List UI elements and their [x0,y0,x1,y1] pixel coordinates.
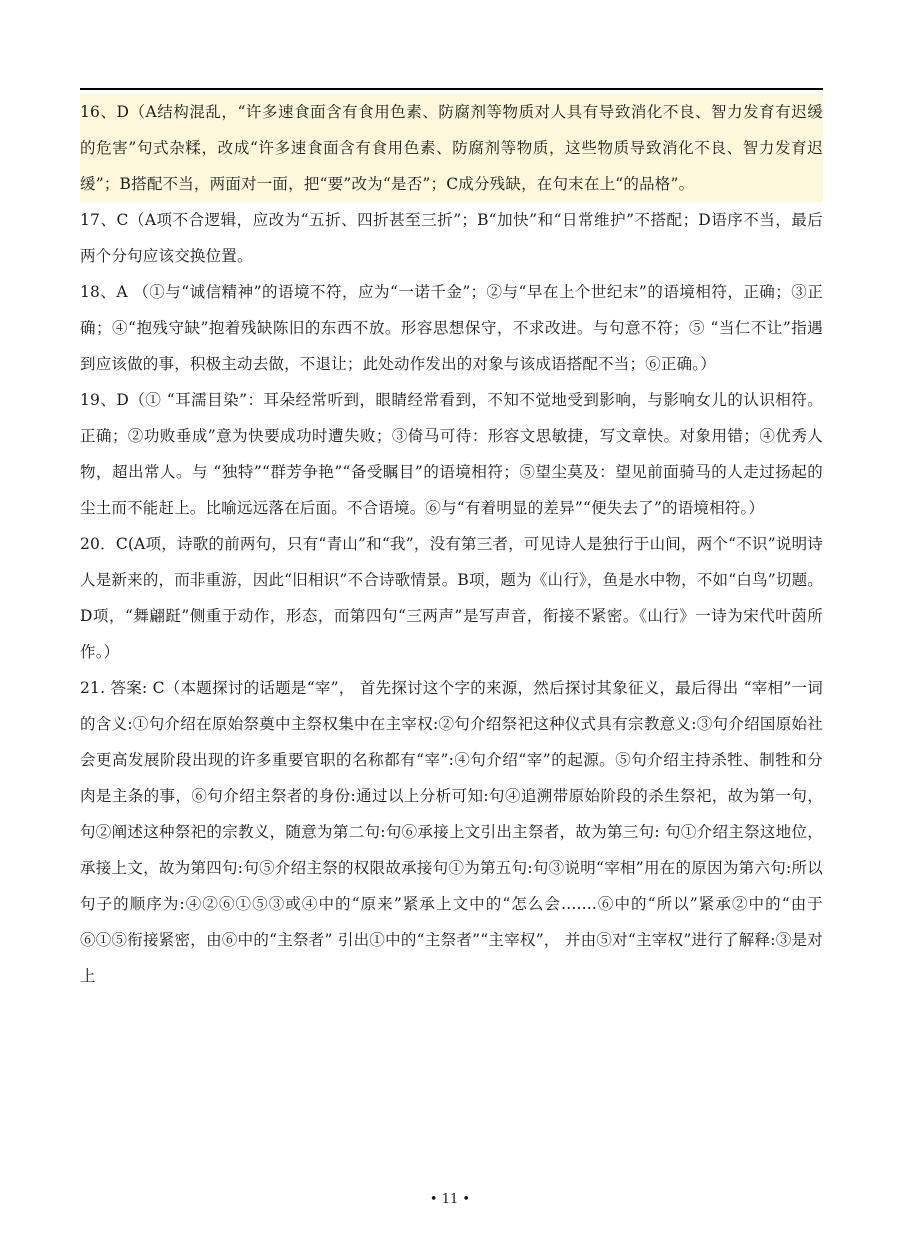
answer-19: 19、D（① “耳濡目染”：耳朵经常听到，眼睛经常看到，不知不觉地受到影响，与影响女儿的认识相符。正确；②功败垂成”意为快要成功时遭失败；③倚马可待：形容文思敏捷，写文章快。对象用错；④优秀人物，超出常人。与 “独特”“群芳争艳”“备受瞩目”的语境相符；⑤望尘莫及：望见前面骑马的人走过扬起的尘土而不能赶上。比喻远远落在后面。不合语境。⑥与“有着明显的差异”“便失去了”的语境相符。） [80,391,823,517]
answer-explanations [80,94,823,994]
page-number: • 11 • [429,1192,471,1207]
top-rule [80,88,823,90]
answer-17: 17、C（A项不合逻辑，应改为“五折、四折甚至三折”；B“加快”和“日常维护”不搭配；D语序不当，最后两个分句应该交换位置。 [80,211,823,265]
answer-18: 18、A （①与“诚信精神”的语境不符，应为“一诺千金”；②与“早在上个世纪末”的语境相符，正确；③正确；④“抱残守缺”抱着残缺陈旧的东西不放。形容思想保守，不求改进。与句意不符；⑤ “当仁不让”指遇到应该做的事，积极主动去做，不退让；此处动作发出的对象与该成语搭配不当；⑥正确。） [80,283,823,373]
answer-21: 21. 答案: C（本题探讨的话题是“宰”， 首先探讨这个字的来源，然后探讨其象征义，最后得出 “宰相”一词的含义:①句介绍在原始祭奠中主祭权集中在主宰权:②句介绍祭祀这种仪式具有宗教意义:③句介绍国原始社会更高发展阶段出现的许多重要官职的名称都有“宰”:④句介绍“宰”的起源。⑤句介绍主持杀牲、制牲和分肉是主条的事，⑥句介绍主祭者的身份:通过以上分析可知:句④追溯带原始阶段的杀生祭祀，故为第一句，句②阐述这种祭祀的宗教义，随意为第二句:句⑥承接上文引出主祭者，故为第三句: 句①介绍主祭这地位，承接上文，故为第四句:句⑤介绍主祭的权限故承接句①为第五句:句③说明“宰相”用在的原因为第六句:所以句子的顺序为:④②⑥①⑤③或④中的“原来”紧承上文中的“怎么会.......⑥中的“所以”紧承②中的“由于⑥①⑤衔接紧密，由⑥中的“主祭者” 引出①中的“主祭者”“主宰权”， 并由⑤对“主宰权”进行了解释:③是对上 [80,679,823,985]
answer-16: 16、D（A结构混乱，“许多速食面含有食用色素、防腐剂等物质对人具有导致消化不良、智力发育有迟缓的危害”句式杂糅，改成“许多速食面含有食用色素、防腐剂等物质，这些物质导致消化不良、智力发育迟缓”；B搭配不当，两面对一面，把“要”改为“是否”；C成分残缺，在句末在上“的品格”。 [80,94,823,202]
answer-20: 20．C(A项，诗歌的前两句，只有“青山”和“我”，没有第三者，可见诗人是独行于山间，两个“不识”说明诗人是新来的，而非重游，因此“旧相识”不合诗歌情景。B项，题为《山行》，鱼是水中物，不如“白鸟”切题。D项，“舞翩跹”侧重于动作，形态，而第四句“三两声”是写声音，衔接不紧密。《山行》一诗为宋代叶茵所作。） [80,535,823,661]
